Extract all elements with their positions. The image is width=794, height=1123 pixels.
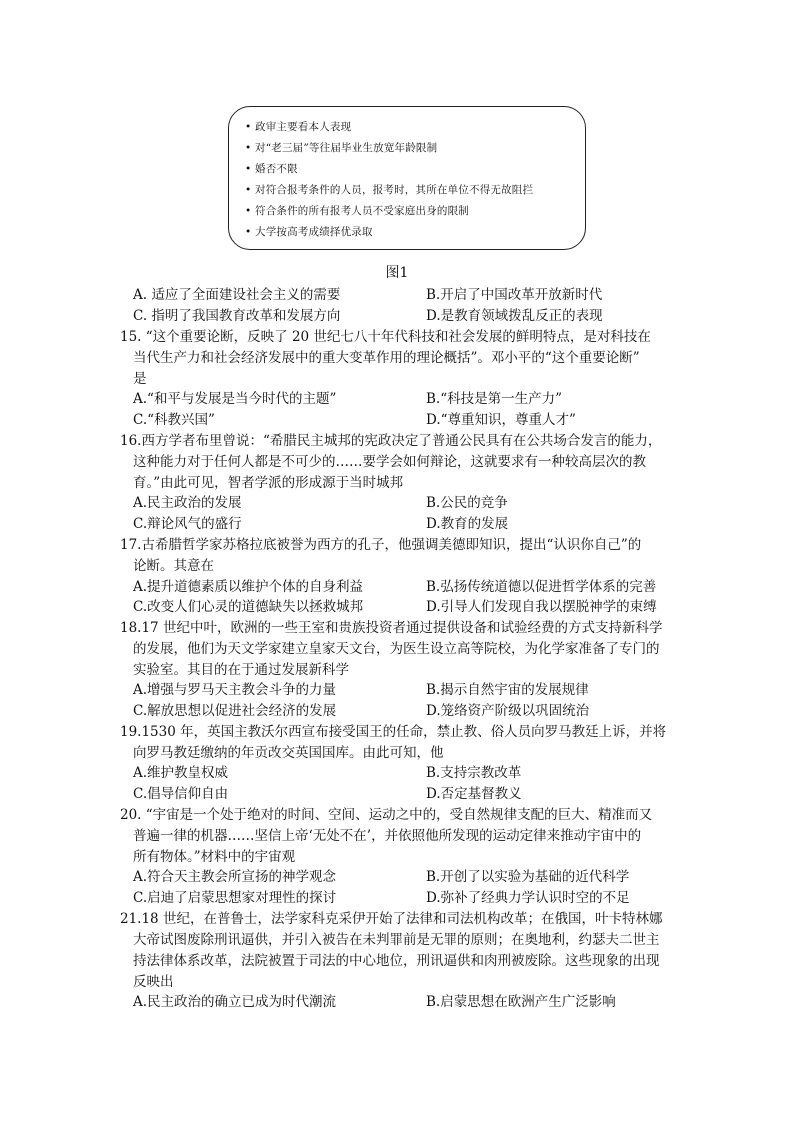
- q18-option-b: B.揭示自然宇宙的发展规律: [426, 682, 589, 698]
- q17-option-d: D.引导人们发现自我以摆脱神学的束缚: [426, 599, 657, 615]
- q16-option-b: B.公民的竞争: [426, 495, 508, 511]
- q20-option-d: D.弥补了经典力学认识时空的不足: [426, 890, 630, 906]
- q20-stem-line: 普遍一律的机器……坚信上帝‘无处不在’，并依照他所发现的运动定律来推动宇宙中的: [133, 828, 642, 844]
- q19-stem-line: 向罗马教廷缴纳的年贡改交英国国库。由此可知，他: [133, 745, 444, 761]
- q15-option-d: D.“尊重知识，尊重人才”: [426, 412, 576, 428]
- figure-bullet-item: • 对“老三届”等往届毕业生放宽年龄限制: [245, 138, 533, 159]
- q15-stem-line: 是: [133, 371, 147, 387]
- q17-option-b: B.弘扬传统道德以促进哲学体系的完善: [426, 579, 657, 595]
- q19-option-b: B.支持宗教改革: [426, 765, 522, 781]
- q19-option-c: C.倡导信仰自由: [133, 786, 229, 802]
- bullet-dot-icon: •: [245, 163, 252, 175]
- q17-stem-line: 论断。其意在: [133, 558, 214, 574]
- q18-stem-line: 的发展，他们为天文学家建立皇家天文台，为医生设立高等院校，为化学家准备了专门的: [133, 641, 660, 657]
- q20-stem-line: 所有物体。”材料中的宇宙观: [133, 849, 296, 865]
- q19-option-a: A.维护教皇权威: [133, 765, 229, 781]
- bullet-dot-icon: •: [245, 184, 252, 196]
- bullet-dot-icon: •: [245, 205, 252, 217]
- q18-option-d: D.笼络资产阶级以巩固统治: [426, 703, 590, 719]
- figure-bullet-item: • 婚否不限: [245, 159, 533, 180]
- q16-option-c: C.辩论风气的盛行: [133, 516, 242, 532]
- q19-stem-line: 19.1530 年，英国主教沃尔西宣布接受国王的任命，禁止教、俗人员向罗马教廷上诉，并将: [120, 724, 667, 740]
- q16-stem-line: 16.西方学者布里曾说：“希腊民主城邦的宪政决定了普通公民具有在公共场合发言的能力，: [120, 433, 662, 449]
- figure-bullet-list: [245, 117, 533, 243]
- figure-bullet-item: • 对符合报考条件的人员，报考时，其所在单位不得无故阻拦: [245, 180, 533, 201]
- q21-option-b: B.启蒙思想在欧洲产生广泛影响: [426, 994, 616, 1010]
- q20-option-c: C.启迪了启蒙思想家对理性的探讨: [133, 890, 337, 906]
- q21-stem-line: 持法律体系改革，法院被置于司法的中心地位，刑讯逼供和肉刑被废除。这些现象的出现: [133, 953, 660, 969]
- figure-bullet-item: • 符合条件的所有报考人员不受家庭出身的限制: [245, 201, 533, 222]
- q15-stem-line: 当代生产力和社会经济发展中的重大变革作用的理论概括”。邓小平的“这个重要论断”: [133, 350, 640, 366]
- figure-caption: 图1: [385, 265, 409, 281]
- bullet-dot-icon: •: [245, 142, 252, 154]
- q21-stem-line: 反映出: [133, 974, 174, 990]
- q21-stem-line: 大帝试图废除刑讯逼供，并引入被告在未判罪前是无罪的原则；在奥地利，约瑟夫二世主: [133, 932, 660, 948]
- q16-option-a: A.民主政治的发展: [133, 495, 242, 511]
- q15-stem-line: 15. “这个重要论断，反映了 20 世纪七八十年代科技和社会发展的鲜明特点，是对科技在: [120, 329, 651, 345]
- q16-option-d: D.教育的发展: [426, 516, 509, 532]
- q16-stem-line: 育。”由此可见，智者学派的形成源于当时城邦: [133, 475, 404, 491]
- q18-stem-line: 实验室。其目的在于通过发展新科学: [133, 662, 349, 678]
- q21-option-a: A.民主政治的确立已成为时代潮流: [133, 994, 337, 1010]
- q14-option-a: A. 适应了全面建设社会主义的需要: [133, 287, 341, 303]
- q15-option-c: C.“科教兴国”: [133, 412, 215, 428]
- figure-bullet-item: • 政审主要看本人表现: [245, 117, 533, 138]
- q20-option-b: B.开创了以实验为基础的近代科学: [426, 869, 630, 885]
- q15-option-a: A.“和平与发展是当今时代的主题”: [133, 391, 337, 407]
- q14-option-c: C. 指明了我国教育改革和发展方向: [133, 308, 341, 324]
- bullet-dot-icon: •: [245, 121, 252, 133]
- q14-option-b: B.开启了中国改革开放新时代: [426, 287, 603, 303]
- q17-option-c: C.改变人们心灵的道德缺失以拯救城邦: [133, 599, 364, 615]
- q19-option-d: D.否定基督教义: [426, 786, 522, 802]
- q21-stem-line: 21.18 世纪，在普鲁士，法学家科克采伊开始了法律和司法机构改革；在俄国，叶卡特林娜: [120, 911, 663, 927]
- figure-bullet-item: • 大学按高考成绩择优录取: [245, 222, 533, 243]
- q14-option-d: D.是教育领域拨乱反正的表现: [426, 308, 603, 324]
- q18-option-c: C.解放思想以促进社会经济的发展: [133, 703, 337, 719]
- bullet-dot-icon: •: [245, 226, 252, 238]
- q18-option-a: A.增强与罗马天主教会斗争的力量: [133, 682, 337, 698]
- q17-option-a: A.提升道德素质以维护个体的自身利益: [133, 579, 364, 595]
- q15-option-b: B.“科技是第一生产力”: [426, 391, 563, 407]
- figure-1-box: [228, 106, 586, 250]
- q18-stem-line: 18.17 世纪中叶，欧洲的一些王室和贵族投资者通过提供设备和试验经费的方式支持新科学: [120, 620, 663, 636]
- q20-option-a: A.符合天主教会所宣扬的神学观念: [133, 869, 337, 885]
- q17-stem-line: 17.古希腊哲学家苏格拉底被誉为西方的孔子，他强调美德即知识，提出“认识你自己”的: [120, 537, 642, 553]
- q16-stem-line: 这种能力对于任何人都是不可少的……要学会如何辩论，这就要求有一种较高层次的教: [133, 454, 646, 470]
- q20-stem-line: 20. “宇宙是一个处于绝对的时间、空间、运动之中的，受自然规律支配的巨大、精准而又: [120, 807, 653, 823]
